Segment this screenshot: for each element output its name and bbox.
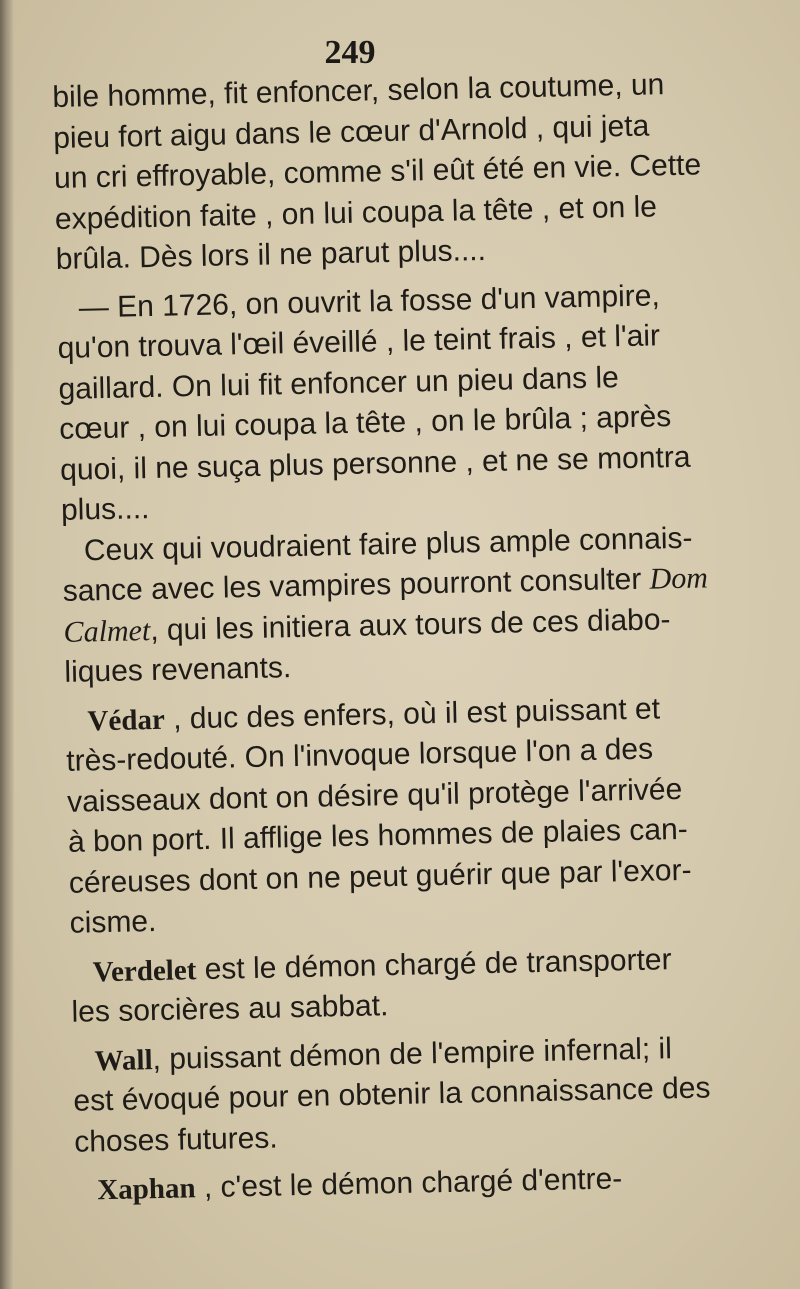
page-number: 249 <box>324 34 376 71</box>
text-line: à bon port. Il afflige les hommes de plaies can- <box>67 812 689 859</box>
text-line: pieu fort aigu dans le cœur d'Arnold , qui jeta <box>52 109 650 155</box>
text-line: expédition faite , on lui coupa la tête , et on le <box>54 189 658 236</box>
text-line: cœur , on lui coupa la tête , on le brûla ; après <box>59 400 672 446</box>
text-line: très-redouté. On l'invoque lorsque l'on a des <box>65 732 654 778</box>
entry-term: Verdelet <box>92 953 197 988</box>
text-span: , qui les initiera aux tours de ces diabo- <box>149 602 671 647</box>
text-line: cisme. <box>69 905 157 940</box>
text-line: vaisseaux dont on désire qu'il protège l'arrivée <box>66 772 683 819</box>
page-text <box>52 65 716 1212</box>
entry-term: Védar <box>87 703 166 737</box>
text-line: — En 1726, on ouvrit la fosse d'un vampire, <box>78 278 661 324</box>
text-line: plus.... <box>60 492 150 527</box>
text-line: céreuses dont on ne peut guérir que par l'exor- <box>68 853 692 900</box>
author-name-italic: Calmet <box>63 613 151 649</box>
text-line: Ceux qui voudraient faire plus ample connais- <box>83 521 693 567</box>
text-line: les sorcières au sabbat. <box>71 989 389 1029</box>
text-line: qu'on trouva l'œil éveillé , le teint frais , et l'air <box>57 319 661 365</box>
entry-term: Xaphan <box>96 1172 196 1207</box>
text-span: sance avec les vampires pourront consulter <box>62 562 650 608</box>
author-name-italic: Dom <box>649 561 709 596</box>
text-line: bile homme, fit enfoncer, selon la coutume, un <box>52 68 665 114</box>
text-span: , duc des enfers, où il est puissant et <box>164 691 661 736</box>
text-span: , puissant démon de l'empire infernal; il <box>152 1031 673 1076</box>
text-line: brûla. Dès lors il ne parut plus.... <box>55 233 487 276</box>
text-line: est évoqué pour en obtenir la connaissance des <box>73 1071 711 1118</box>
text-span: , c'est le démon chargé d'entre- <box>195 1162 623 1205</box>
text-line: un cri effroyable, comme s'il eût été en vie. Cette <box>53 148 702 195</box>
text-line: quoi, il ne suça plus personne , et ne se montra <box>59 440 691 487</box>
entry-term: Wall <box>94 1043 153 1077</box>
text-line: liques revenants. <box>64 651 292 689</box>
text-span: est le démon chargé de transporter <box>195 942 672 986</box>
book-gutter <box>0 0 14 1289</box>
text-line: choses futures. <box>73 1121 279 1159</box>
text-line: gaillard. On lui fit enfoncer un pieu dans le <box>58 360 620 406</box>
